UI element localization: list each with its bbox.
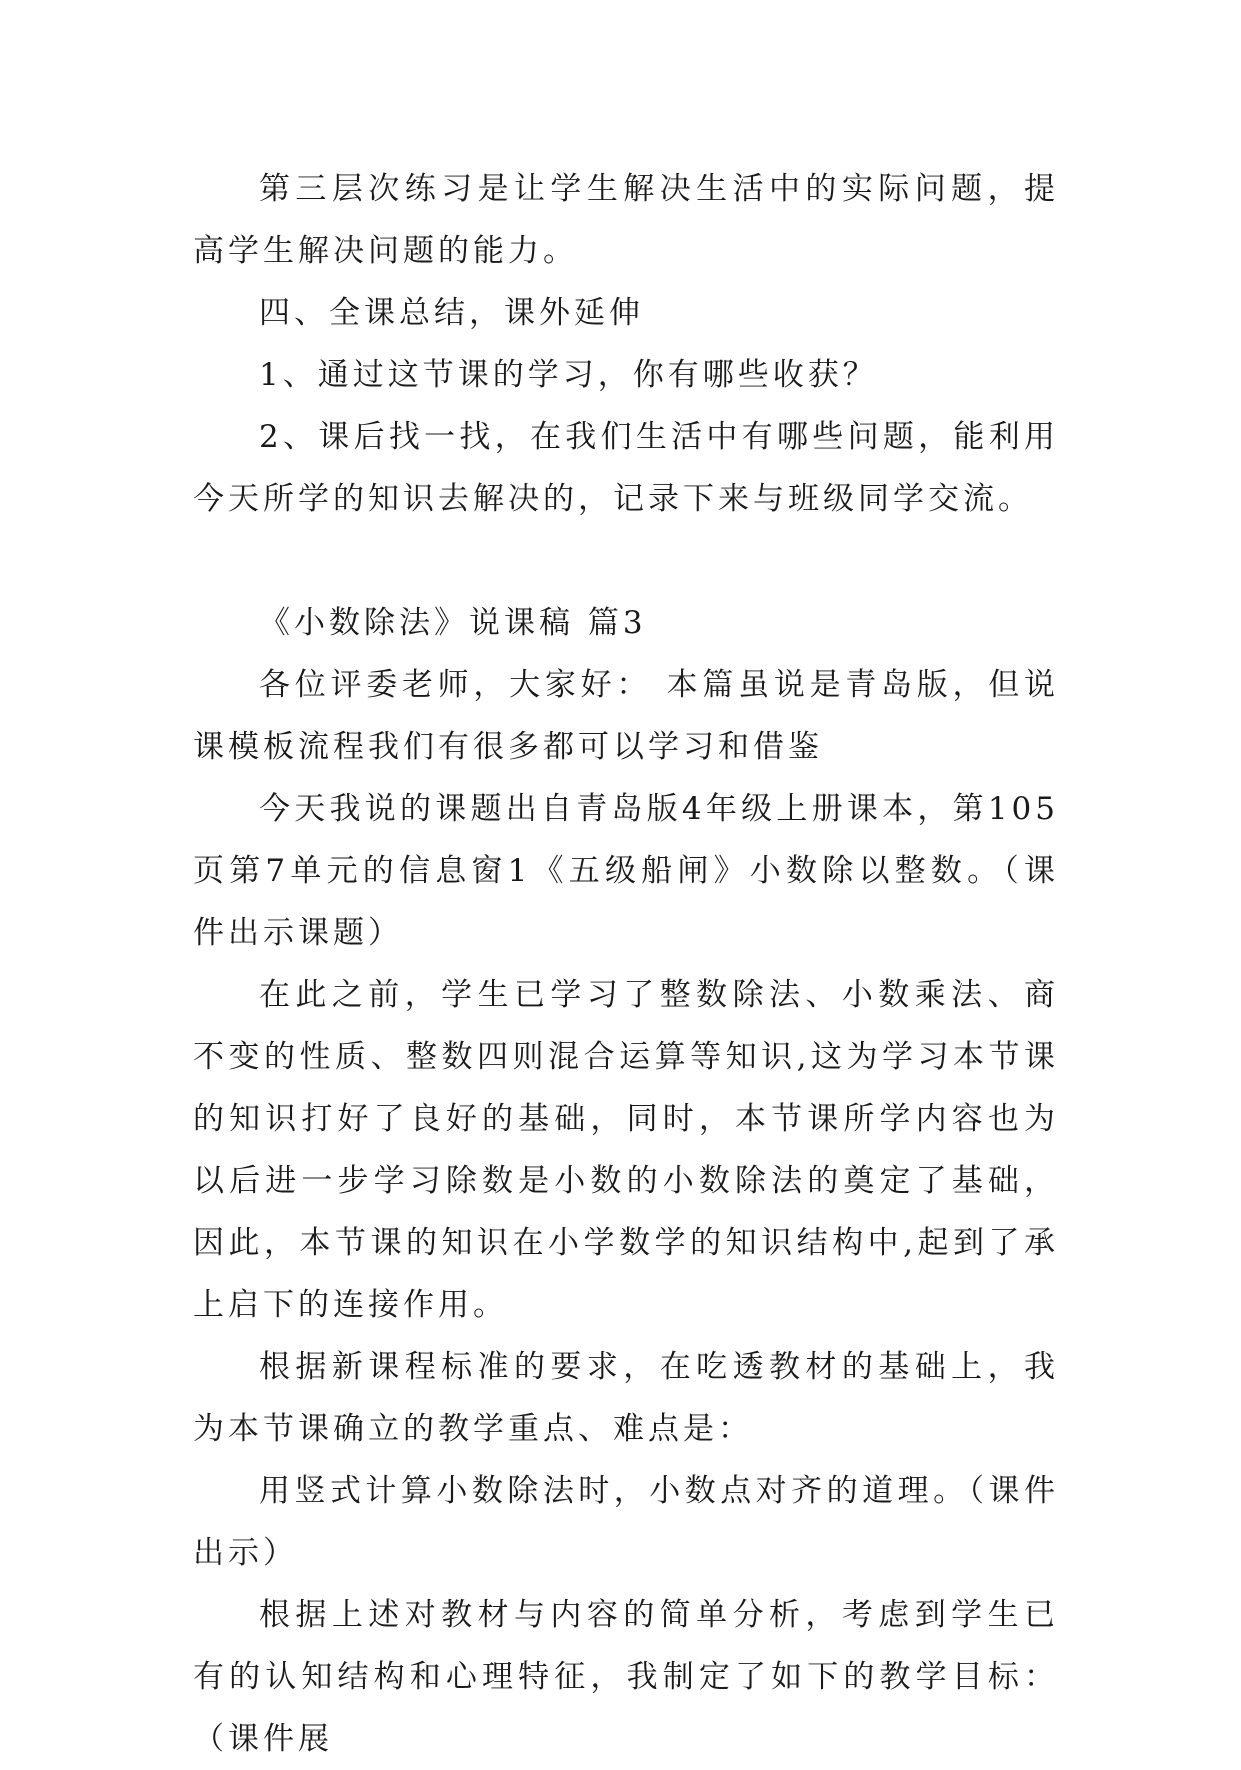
paragraph: 根据新课程标准的要求，在吃透教材的基础上，我为本节课确立的教学重点、难点是： [193,1349,1059,1447]
paragraph: 在此之前，学生已学习了整数除法、小数乘法、商不变的性质、整数四则混合运算等知识,这为学习本节课的知识打好了良好的基础，同时，本节课所学内容也为以后进一步学习除数是小数的小数除法的奠定了基础，因此，本节课的知识在小学数学的知识结构中,起到了承上启下的连接作用。 [193,977,1059,1323]
paragraph: 各位评委老师，大家好： 本篇虽说是青岛版，但说课模板流程我们有很多都可以学习和借鉴 [193,667,1059,765]
paragraph: 根据上述对教材与内容的简单分析，考虑到学生已有的认知结构和心理特征，我制定了如下的教学目标：（课件展 [193,1597,1059,1757]
paragraph: 1、通过这节课的学习，你有哪些收获？ [259,357,878,393]
paragraph: 2、课后找一找，在我们生活中有哪些问题，能利用今天所学的知识去解决的，记录下来与班级同学交流。 [193,419,1059,517]
section-spacer [193,530,1059,592]
section-title: 《小数除法》说课稿 篇3 [259,605,647,641]
paragraph: 第三层次练习是让学生解决生活中的实际问题，提高学生解决问题的能力。 [193,171,1059,269]
document-body [193,158,1059,1770]
paragraph: 四、全课总结，课外延伸 [259,295,644,331]
paragraph: 今天我说的课题出自青岛版4年级上册课本，第105页第7单元的信息窗1《五级船闸》小数除以整数。（课件出示课题） [193,791,1059,951]
paragraph: 用竖式计算小数除法时，小数点对齐的道理。（课件出示） [193,1473,1059,1571]
